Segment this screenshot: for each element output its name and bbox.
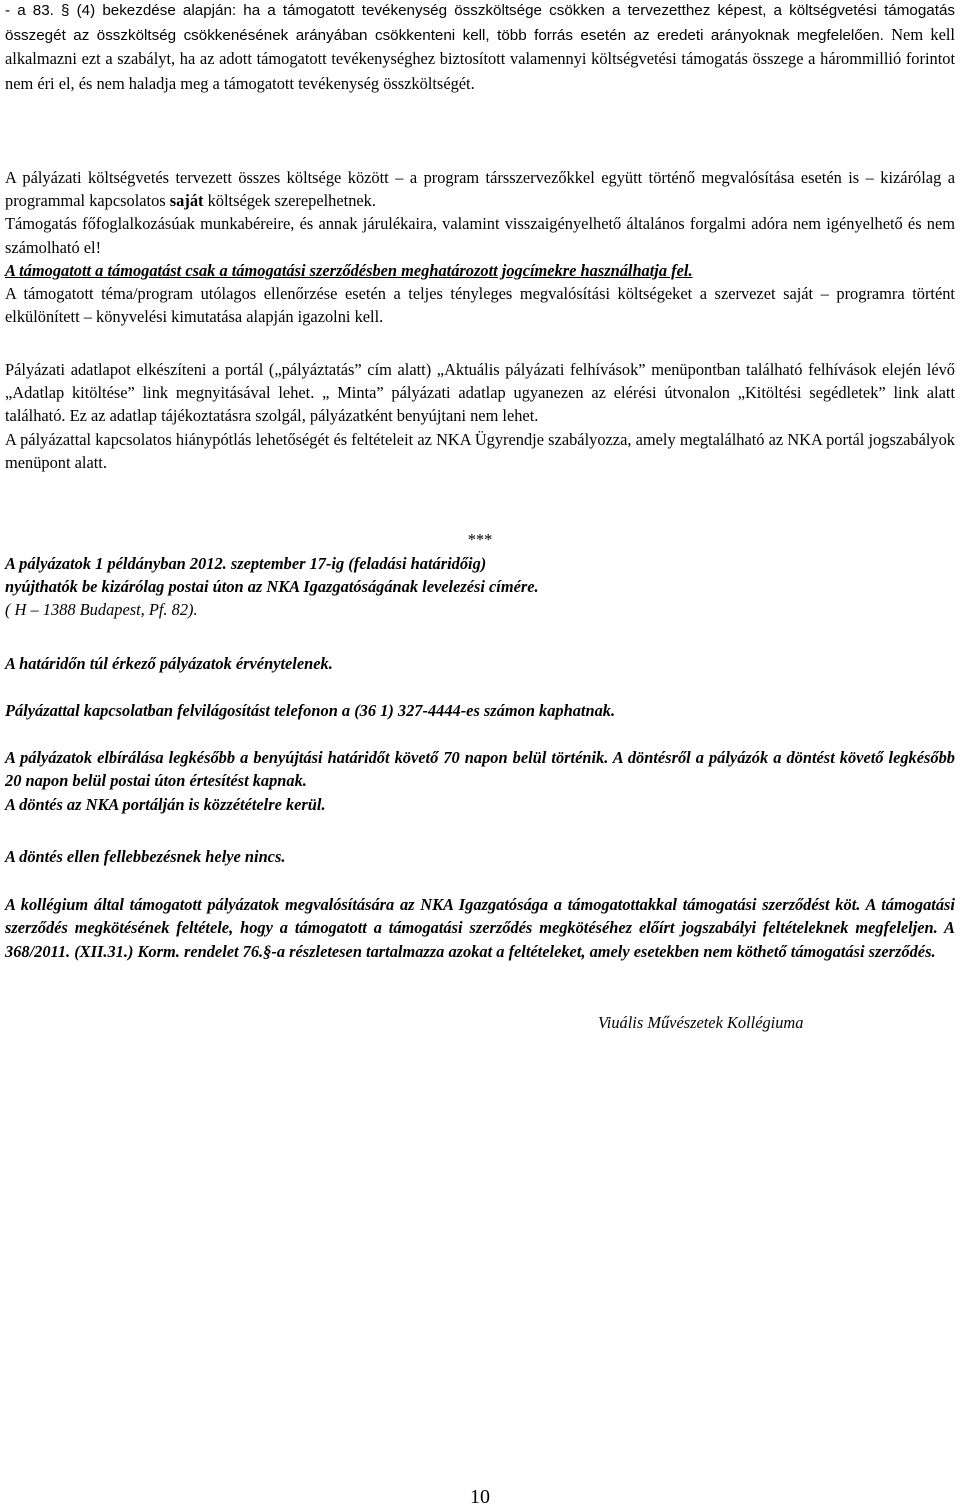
own-costs-text-end: költségek szerepelhetnek. xyxy=(203,191,376,211)
no-appeal-notice: A döntés ellen fellebbezésnek helye nincs. xyxy=(5,847,286,866)
deadline-block xyxy=(5,552,955,622)
cost-rules-salary: Támogatás főfoglalkozásúak munkabéreire, és annak járulékaira, valamint visszaigényelhető általános forgalmi adóra nem igényelhető és nem számolható el! xyxy=(5,214,955,257)
own-costs-bold-word: saját xyxy=(169,191,204,211)
paragraph-application-form xyxy=(5,358,955,474)
section-separator: *** xyxy=(467,530,493,549)
deadline-address: ( H – 1388 Budapest, Pf. 82). xyxy=(5,600,198,620)
budget-reduction-rule-text: - a 83. § (4) bekezdése alapján: ha a támogatott tevékenység összköltsége csökken a tervezetthez képest, a költségvetési támogatás összegét az összköltség csökkenésének arányában csökkenteni kell, több forrás esetén az eredeti arányoknak megfelelően. xyxy=(5,2,955,44)
decision-block xyxy=(5,746,955,816)
late-notice: A határidőn túl érkező pályázatok érvénytelenek. xyxy=(5,654,333,673)
deadline-line-1: A pályázatok 1 példányban 2012. szeptember 17-ig (feladási határidőig) xyxy=(5,554,487,573)
page-number: 10 xyxy=(470,1486,490,1508)
decision-text: A pályázatok elbírálása legkésőbb a benyújtási határidőt követő 70 napon belül történik. A döntésről a pályázók a döntést követő legkésőbb 20 napon belül postai úton értesítést kapnak. xyxy=(5,748,955,791)
cost-rules-audit: A támogatott téma/program utólagos ellenőrzése esetén a teljes tényleges megvalósítási költségeket a szervezet saját – programra történt elkülönített – könyvelési kimutatása alapján igazolni kell. xyxy=(5,284,955,327)
signature: Viuális Művészetek Kollégiuma xyxy=(598,1013,804,1032)
decision-publication: A döntés az NKA portálján is közzétételre kerül. xyxy=(5,794,326,814)
application-form-text: Pályázati adatlapot elkészíteni a portál („pályáztatás” cím alatt) „Aktuális pályázati felhívások” menüpontban található felhívások elején lévő „Adatlap kitöltése” link megnyitásával lehet. „ Minta” pályázati adatlap ugyanezen az elérési útvonalon „Kitöltési segédletek” link alatt található. Ez az adatlap tájékoztatásra szolgál, pályázatként benyújtani nem lehet. xyxy=(5,360,955,426)
budget-reduction-exception-text: Nem kell alkalmazni ezt a szabályt, ha az adott támogatott tevékenységhez biztosított valamennyi költségvetési támogatás összege a hárommillió forintot nem éri el, és nem haladja meg a támogatott tevékenység összköltségét. xyxy=(5,24,955,93)
phone-notice: Pályázattal kapcsolatban felvilágosítást telefonon a (36 1) 327-4444-es számon kaphatnak. xyxy=(5,701,616,720)
contract-paragraph: A kollégium által támogatott pályázatok megvalósítására az NKA Igazgatósága a támogatottakkal támogatási szerződést köt. A támogatási szerződés megkötésének feltétele, hogy a támogatott a támogatási szerződés megkötéséhez előírt jogszabályi feltételeknek megfeleljen. A 368/2011. (XII.31.) Korm. rendelet 76.§-a részletesen tartalmazza azokat a feltételeket, amely esetekben nem köthető támogatási szerződés. xyxy=(5,895,955,961)
own-costs-text: A pályázati költségvetés tervezett összes költsége között – a program társszervezőkkel együtt történő megvalósítása esetén is – kizárólag a programmal kapcsolatos xyxy=(5,168,955,211)
deficiency-text: A pályázattal kapcsolatos hiánypótlás lehetőségét és feltételeit az NKA Ügyrendje szabályozza, amely megtalálható az NKA portál jogszabályok menüpont alatt. xyxy=(5,429,955,472)
deadline-line-2: nyújthatók be kizárólag postai úton az NKA Igazgatóságának levelezési címére. xyxy=(5,577,539,597)
paragraph-cost-rules xyxy=(5,166,955,328)
cost-rules-usage: A támogatott a támogatást csak a támogatási szerződésben meghatározott jogcímekre használhatja fel. xyxy=(5,260,693,280)
paragraph-budget-reduction xyxy=(5,0,955,96)
cost-rules-own-costs xyxy=(5,166,955,212)
